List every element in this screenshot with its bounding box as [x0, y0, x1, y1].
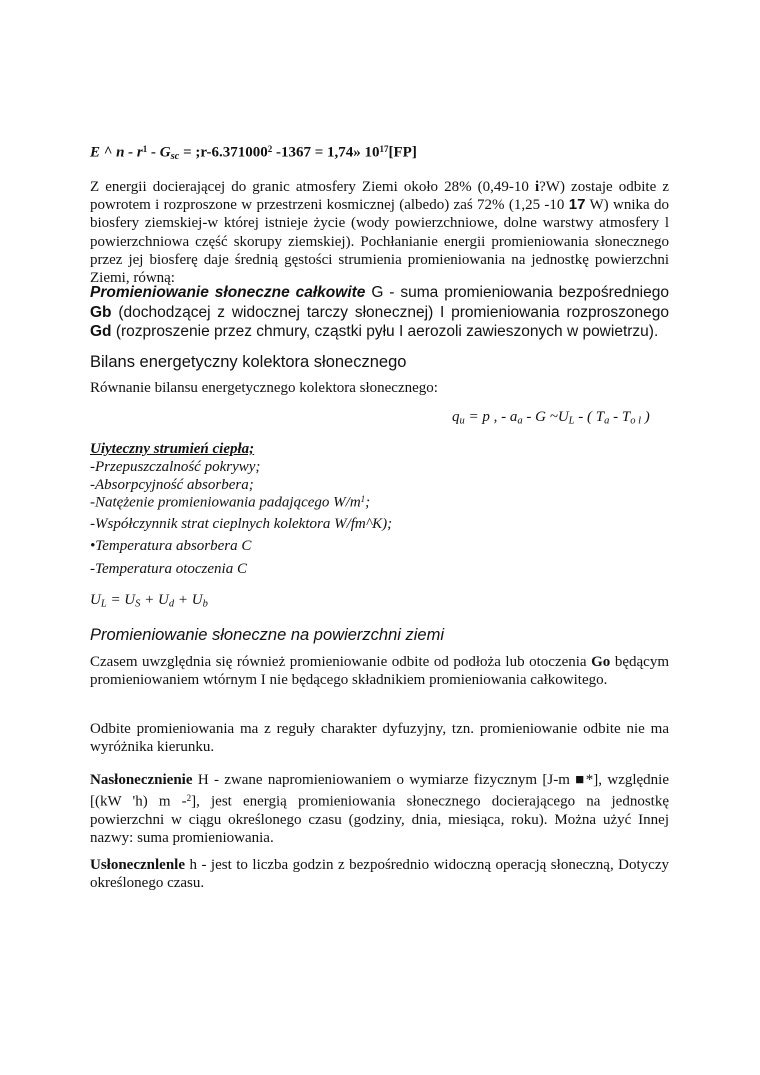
- formula-sub: a: [604, 415, 610, 427]
- formula-sub: o l: [630, 415, 641, 427]
- formula-part: ): [640, 409, 650, 425]
- paragraph-insolation: [90, 771, 669, 847]
- definition-item: -Temperatura otoczenia C: [90, 561, 247, 577]
- term-bold: Gb: [90, 303, 112, 321]
- term-bold-italic: Promieniowanie słoneczne całkowite: [90, 284, 366, 301]
- definitions-title: Uiyteczny strumień ciepła;: [90, 441, 255, 457]
- formula-balance: [452, 409, 650, 427]
- formula-sub: d: [168, 598, 175, 610]
- paragraph-reflected: [90, 653, 669, 689]
- formula-part: - ( T: [574, 409, 605, 425]
- text-run: -Natężenie promieniowania padającego W/m: [90, 494, 361, 511]
- balance-intro: Równanie bilansu energetycznego kolektora słonecznego:: [90, 380, 438, 396]
- formula-sub: u: [459, 415, 465, 427]
- formula-sub: a: [517, 415, 523, 427]
- formula-part: - G ~U: [522, 409, 569, 425]
- text-run: ], jest energią promieniowania słonecznego docierającego na jednostkę powierzchni w ciągu określonego czasu (godziny, dnia, miesiąca, roku). Można użyć Innej nazwy: suma promieniowania.: [90, 793, 669, 847]
- term-bold: Go: [591, 654, 611, 670]
- text-run: i: [534, 179, 540, 195]
- formula-sup: 2: [186, 793, 192, 804]
- formula-part: = U: [106, 592, 136, 608]
- formula-part: n - r: [116, 144, 143, 161]
- formula-part: -1367 = 1,74» 10: [272, 144, 380, 161]
- paragraph-earth-energy: [90, 178, 669, 287]
- formula-sub: sc: [170, 151, 180, 163]
- text-run: G - suma promieniowania bezpośredniego: [365, 284, 669, 301]
- formula-part: + U: [174, 592, 203, 608]
- section-heading-balance: Bilans energetyczny kolektora słonecznego: [90, 353, 407, 371]
- definition-item: •Temperatura absorbera C: [90, 538, 252, 554]
- text-run: h - jest to liczba godzin z bezpośrednio widoczną operacją słoneczną, Dotyczy określonego czasu.: [90, 857, 669, 892]
- formula-part: = p , - a: [464, 409, 518, 425]
- formula-sup: 1: [360, 494, 366, 504]
- definition-item: -Absorpcyjność absorbera;: [90, 477, 254, 493]
- text-run: 17: [568, 196, 586, 214]
- formula-sub: S: [135, 598, 141, 610]
- text-run: W) wnika do biosfery ziemskiej-w której istnieje życie (wody powierzchniowe, dolne warstwy atmosfery l powierzchniowa część skorupy ziemskiej). Pochłanianie energii promieniowania słonecznego przez jej biosferę daje średnią gęstości strumienia promieniowania na jednostkę powierzchni Ziemi, równą:: [90, 197, 669, 287]
- formula-part: E ^: [90, 144, 117, 161]
- text-run: (dochodzącej z widocznej tarczy słonecznej) I promieniowania rozproszonego: [111, 303, 669, 321]
- paragraph-sunshine: [90, 856, 669, 892]
- formula-part: - T: [609, 409, 631, 425]
- formula-sub: L: [100, 598, 107, 610]
- formula-sub: L: [568, 415, 575, 427]
- text-run: H - zwane napromieniowaniem o wymiarze fizycznym [J-m ■*], względnie [(kW 'h) m -: [90, 772, 669, 810]
- formula-sup: 1: [142, 144, 148, 154]
- formula-part: = ;r-6.371000: [179, 144, 268, 161]
- formula-sup: 17: [379, 144, 389, 154]
- paragraph-total-radiation: [90, 283, 669, 342]
- text-run: ;: [365, 494, 371, 511]
- text-run: Z energii docierającej do granic atmosfery Ziemi około 28% (0,49-10: [90, 179, 535, 195]
- text-run: (rozproszenie przez chmury, cząstki pyłu I aerozoli zawieszonych w powietrzu).: [111, 323, 659, 340]
- definition-item: [90, 494, 370, 512]
- term-bold: Nasłonecznienie: [90, 772, 193, 788]
- formula-sup: 2: [267, 144, 273, 154]
- formula-part: U: [90, 592, 101, 608]
- formula-ul: [90, 592, 208, 610]
- text-run: Czasem uwzględnia się również promieniowanie odbite od podłoża lub otoczenia: [90, 654, 592, 670]
- formula-part: [FP]: [388, 144, 417, 161]
- definition-item: -Współczynnik strat cieplnych kolektora W/fm^K);: [90, 516, 393, 532]
- term-bold: Usłonecznlenle: [90, 857, 185, 873]
- formula-part: - G: [147, 144, 171, 161]
- formula-top: [90, 144, 417, 162]
- text-run: ?W) zostaje odbite z powrotem i rozproszone w przestrzeni kosmicznej (albedo) zaś 72% (1,25 -10: [90, 179, 669, 214]
- paragraph-diffuse: Odbite promieniowania ma z reguły charakter dyfuzyjny, tzn. promieniowanie odbite nie ma wyróżnika kierunku.: [90, 721, 669, 756]
- definition-item: -Przepuszczalność pokrywy;: [90, 459, 261, 475]
- formula-sub: b: [202, 598, 208, 610]
- term-bold: Gd: [90, 323, 112, 340]
- formula-part: + U: [140, 592, 169, 608]
- section-heading-surface: Promieniowanie słoneczne na powierzchni ziemi: [90, 626, 445, 644]
- formula-part: q: [452, 409, 460, 425]
- text-run: będącym promieniowaniem wtórnym I nie będącego składnikiem promieniowania całkowitego.: [90, 654, 669, 689]
